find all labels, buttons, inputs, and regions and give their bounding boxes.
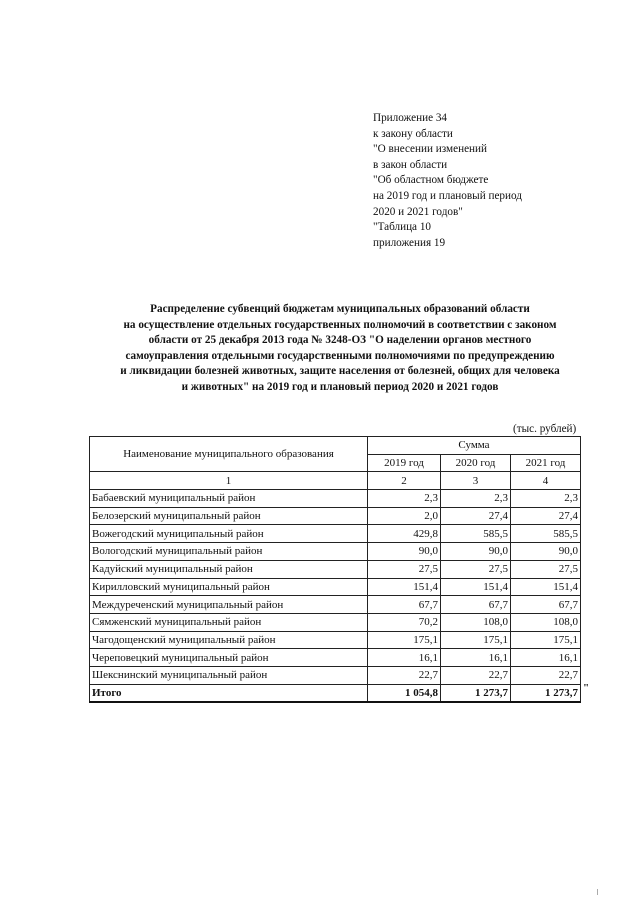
value-2020: 27,4 — [441, 507, 511, 525]
municipality-name: Чагодощенский муниципальный район — [90, 631, 368, 649]
col-number: 4 — [511, 472, 581, 490]
value-2020: 585,5 — [441, 525, 511, 543]
value-2019: 16,1 — [368, 649, 441, 667]
value-2021: 151,4 — [511, 578, 581, 596]
title-line: самоуправления отдельными государственными полномочиями по предупреждению — [125, 349, 555, 362]
unit-label: (тыс. рублей) — [513, 423, 577, 435]
header-name: Наименование муниципального образования — [90, 437, 368, 472]
value-2020: 151,4 — [441, 578, 511, 596]
municipality-name: Вожегодский муниципальный район — [90, 525, 368, 543]
title-line: на осуществление отдельных государственных полномочий в соответствии с законом — [123, 318, 557, 331]
header-sum: Сумма — [368, 437, 581, 455]
title-line: области от 25 декабря 2013 года № 3248-ОЗ "О наделении органов местного — [148, 334, 532, 347]
value-2020: 16,1 — [441, 649, 511, 667]
table-row — [90, 507, 581, 525]
municipality-name: Бабаевский муниципальный район — [90, 490, 368, 508]
value-2020: 67,7 — [441, 596, 511, 614]
title-line: и животных" на 2019 год и плановый период 2020 и 2021 годов — [181, 380, 499, 393]
total-2020: 1 273,7 — [441, 684, 511, 702]
document-title — [90, 302, 590, 396]
table-row — [90, 666, 581, 684]
header-row — [90, 437, 581, 455]
table-row — [90, 560, 581, 578]
header-year-2021: 2021 год — [511, 454, 581, 472]
appendix-reference — [373, 111, 522, 251]
appendix-line: 2020 и 2021 годов" — [373, 205, 463, 218]
value-2021: 108,0 — [511, 613, 581, 631]
value-2021: 27,4 — [511, 507, 581, 525]
scan-mark — [597, 889, 598, 895]
value-2019: 2,3 — [368, 490, 441, 508]
value-2019: 2,0 — [368, 507, 441, 525]
value-2020: 108,0 — [441, 613, 511, 631]
municipality-name: Междуреченский муниципальный район — [90, 596, 368, 614]
value-2021: 16,1 — [511, 649, 581, 667]
table-row — [90, 525, 581, 543]
total-row — [90, 684, 581, 702]
table-row — [90, 490, 581, 508]
value-2019: 429,8 — [368, 525, 441, 543]
value-2019: 90,0 — [368, 543, 441, 561]
col-number: 1 — [90, 472, 368, 490]
value-2021: 175,1 — [511, 631, 581, 649]
value-2019: 67,7 — [368, 596, 441, 614]
municipality-name: Череповецкий муниципальный район — [90, 649, 368, 667]
table-row — [90, 543, 581, 561]
value-2020: 22,7 — [441, 666, 511, 684]
municipality-name: Сямженский муниципальный район — [90, 613, 368, 631]
header-year-2020: 2020 год — [441, 454, 511, 472]
col-number: 2 — [368, 472, 441, 490]
municipality-name: Кирилловский муниципальный район — [90, 578, 368, 596]
municipality-name: Шекснинский муниципальный район — [90, 666, 368, 684]
table-row — [90, 613, 581, 631]
municipality-name: Кадуйский муниципальный район — [90, 560, 368, 578]
value-2020: 27,5 — [441, 560, 511, 578]
value-2021: 67,7 — [511, 596, 581, 614]
total-2019: 1 054,8 — [368, 684, 441, 702]
appendix-line: "Таблица 10 — [373, 221, 432, 234]
header-year-2019: 2019 год — [368, 454, 441, 472]
value-2021: 90,0 — [511, 543, 581, 561]
appendix-line: "О внесении изменений — [373, 143, 487, 156]
appendix-line: к закону области — [373, 127, 453, 140]
total-label: Итого — [90, 684, 368, 702]
value-2019: 175,1 — [368, 631, 441, 649]
municipality-name: Белозерский муниципальный район — [90, 507, 368, 525]
value-2019: 151,4 — [368, 578, 441, 596]
total-2021: 1 273,7 — [511, 684, 581, 702]
value-2021: 27,5 — [511, 560, 581, 578]
value-2020: 2,3 — [441, 490, 511, 508]
municipality-name: Вологодский муниципальный район — [90, 543, 368, 561]
table-row — [90, 596, 581, 614]
appendix-line: приложения 19 — [373, 236, 446, 249]
closing-quote: " — [583, 682, 590, 694]
value-2020: 175,1 — [441, 631, 511, 649]
table-row — [90, 631, 581, 649]
appendix-line: на 2019 год и плановый период — [373, 189, 522, 202]
subvention-table — [89, 436, 581, 703]
title-line: Распределение субвенций бюджетам муниципальных образований области — [150, 303, 530, 315]
appendix-line: Приложение 34 — [373, 112, 448, 124]
title-line: и ликвидации болезней животных, защите населения от болезней, общих для человека — [120, 365, 560, 378]
value-2019: 70,2 — [368, 613, 441, 631]
value-2019: 22,7 — [368, 666, 441, 684]
value-2021: 22,7 — [511, 666, 581, 684]
value-2019: 27,5 — [368, 560, 441, 578]
value-2020: 90,0 — [441, 543, 511, 561]
value-2021: 585,5 — [511, 525, 581, 543]
column-number-row — [90, 472, 581, 490]
table-row — [90, 578, 581, 596]
appendix-line: "Об областном бюджете — [373, 174, 489, 187]
appendix-line: в закон области — [373, 158, 448, 171]
col-number: 3 — [441, 472, 511, 490]
table-row — [90, 649, 581, 667]
value-2021: 2,3 — [511, 490, 581, 508]
